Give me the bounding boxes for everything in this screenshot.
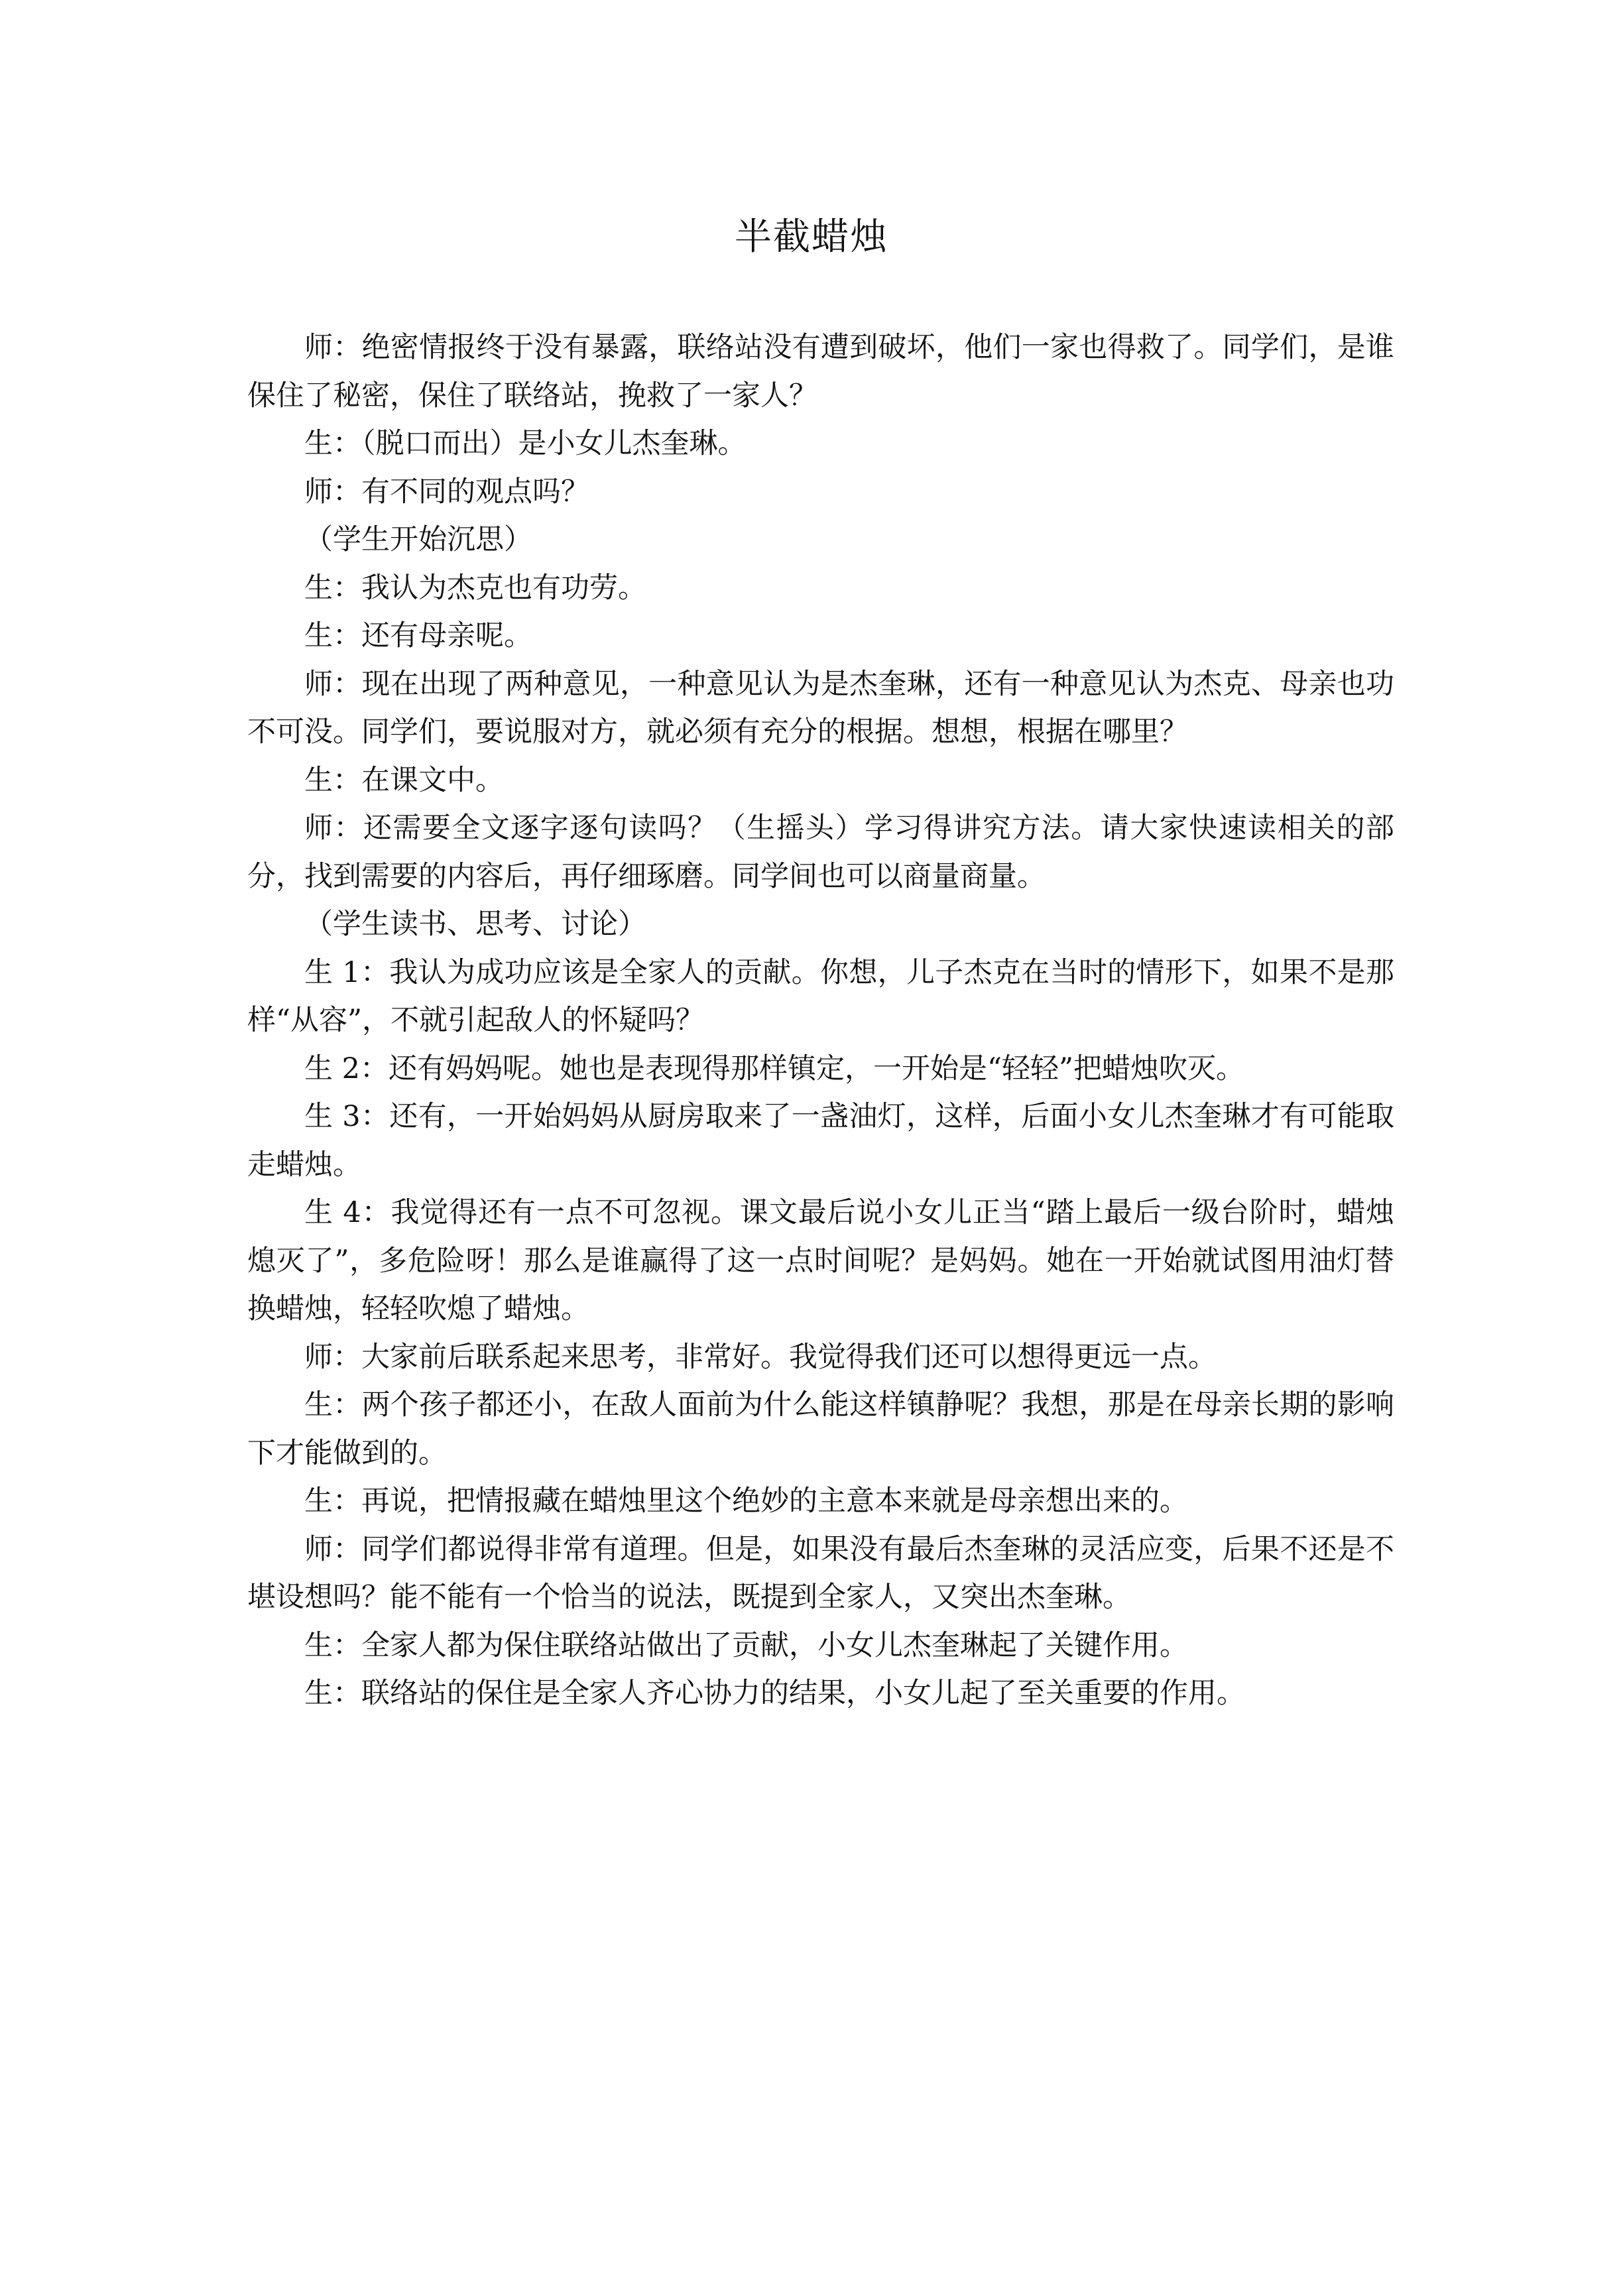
document-title: 半截蜡烛 [735, 215, 888, 259]
paragraph-4: （学生开始沉思） [304, 523, 532, 556]
paragraph-5: 生：我认为杰克也有功劳。 [304, 571, 646, 605]
paragraph-9: 师：还需要全文逐字逐句读吗？（生摇头）学习得讲究方法。请大家快速读相关的部分，找到需要的内容后，再仔细琢磨。同学间也可以商量商量。 [247, 812, 1394, 893]
paragraph-20: 生：联络站的保住是全家人齐心协力的结果，小女儿起了至关重要的作用。 [304, 1677, 1245, 1710]
paragraph-19: 生：全家人都为保住联络站做出了贡献，小女儿杰奎琳起了关键作用。 [304, 1628, 1188, 1662]
paragraph-11: 生 1：我认为成功应该是全家人的贡献。你想，儿子杰克在当时的情形下，如果不是那样“从容”，不就引起敌人的怀疑吗？ [247, 955, 1394, 1037]
paragraph-17: 生：再说，把情报藏在蜡烛里这个绝妙的主意本来就是母亲想出来的。 [304, 1484, 1188, 1518]
paragraph-15: 师：大家前后联系起来思考，非常好。我觉得我们还可以想得更远一点。 [304, 1340, 1217, 1374]
paragraph-16: 生：两个孩子都还小，在敌人面前为什么能这样镇静呢？我想，那是在母亲长期的影响下才能做到的。 [247, 1388, 1394, 1470]
paragraph-8: 生：在课文中。 [304, 763, 504, 797]
paragraph-1: 师：绝密情报终于没有暴露，联络站没有遭到破坏，他们一家也得救了。同学们，是谁保住了秘密，保住了联络站，挽救了一家人？ [247, 331, 1394, 412]
document-body [247, 324, 1394, 1718]
paragraph-12: 生 2：还有妈妈呢。她也是表现得那样镇定，一开始是“轻轻”把蜡烛吹灭。 [304, 1052, 1244, 1085]
paragraph-13: 生 3：还有，一开始妈妈从厨房取来了一盏油灯，这样，后面小女儿杰奎琳才有可能取走蜡烛。 [247, 1100, 1394, 1181]
paragraph-2: 生：（脱口而出）是小女儿杰奎琳。 [304, 427, 747, 460]
paragraph-14: 生 4：我觉得还有一点不可忽视。课文最后说小女儿正当“踏上最后一级台阶时，蜡烛熄灭了”，多危险呀！那么是谁赢得了这一点时间呢？是妈妈。她在一开始就试图用油灯替换蜡烛，轻轻吹熄了蜡烛。 [247, 1196, 1394, 1325]
paragraph-3: 师：有不同的观点吗？ [304, 475, 589, 509]
paragraph-10: （学生读书、思考、讨论） [304, 908, 646, 941]
paragraph-6: 生：还有母亲呢。 [304, 619, 532, 652]
paragraph-18: 师：同学们都说得非常有道理。但是，如果没有最后杰奎琳的灵活应变，后果不还是不堪设想吗？能不能有一个恰当的说法，既提到全家人，又突出杰奎琳。 [247, 1532, 1394, 1614]
paragraph-7: 师：现在出现了两种意见，一种意见认为是杰奎琳，还有一种意见认为杰克、母亲也功不可没。同学们，要说服对方，就必须有充分的根据。想想，根据在哪里？ [247, 667, 1394, 749]
